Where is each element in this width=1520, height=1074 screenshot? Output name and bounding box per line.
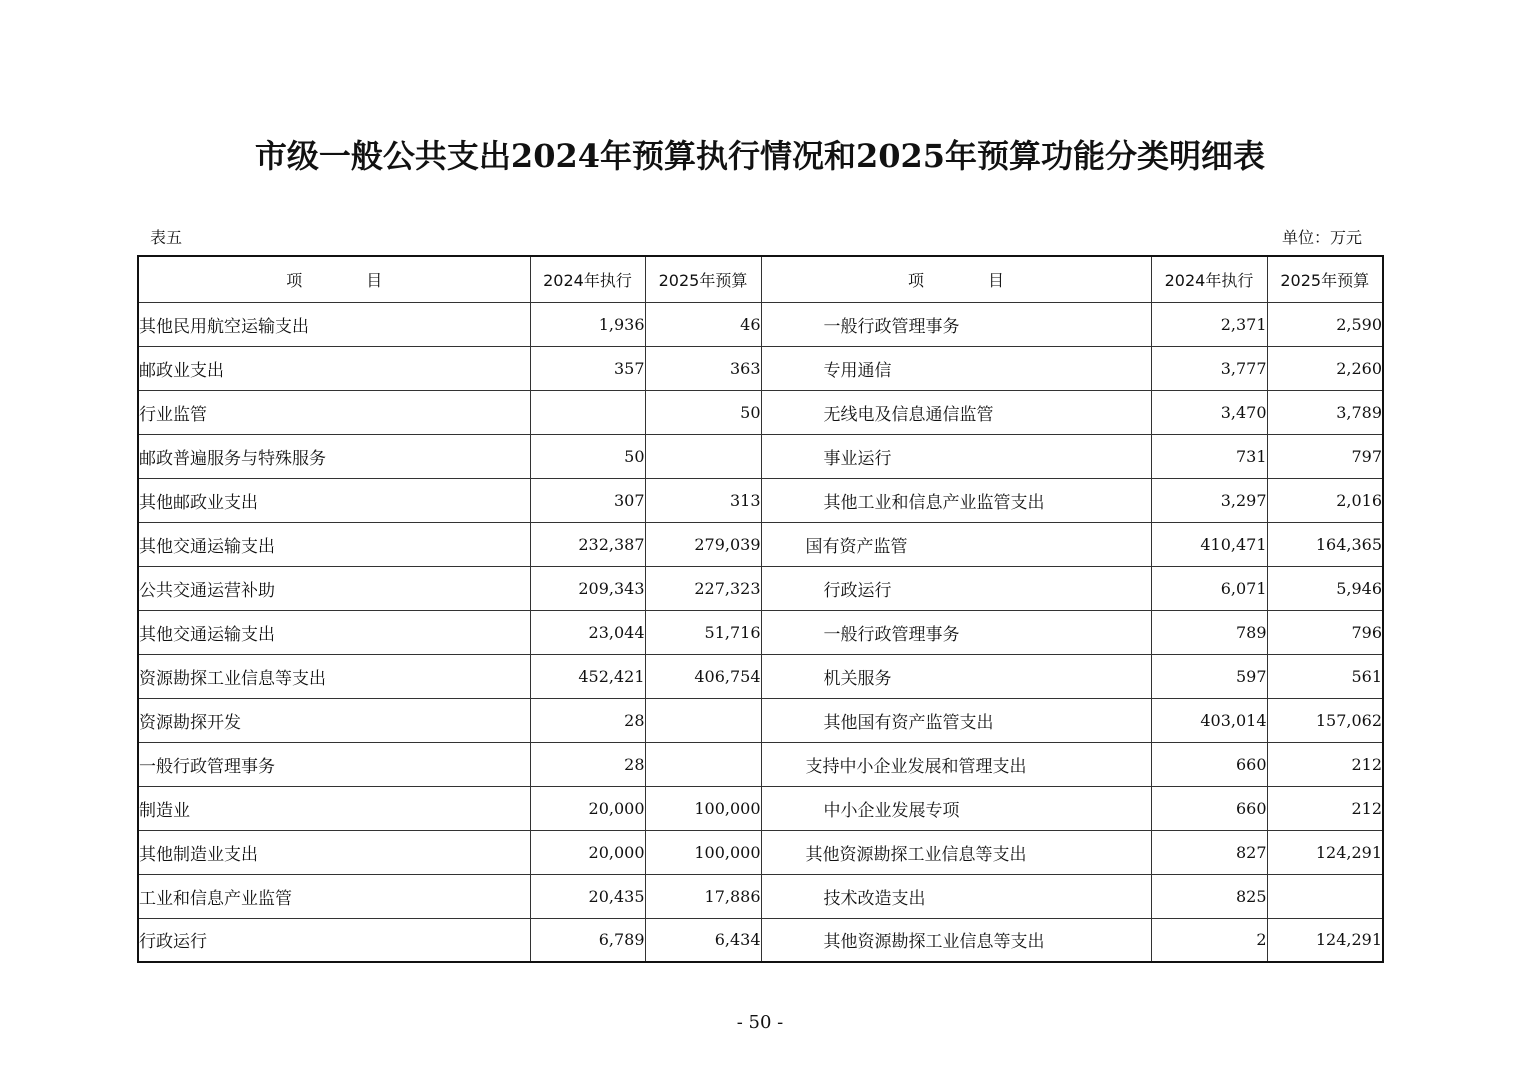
left-exec: 20,000: [530, 830, 645, 874]
right-exec: 825: [1151, 874, 1267, 918]
right-exec: 660: [1151, 786, 1267, 830]
left-exec: 357: [530, 346, 645, 390]
header-exec-left: 2024年执行: [530, 256, 645, 302]
left-exec: 20,000: [530, 786, 645, 830]
right-budget: 2,260: [1267, 346, 1383, 390]
right-exec: 2,371: [1151, 302, 1267, 346]
left-budget: [645, 742, 761, 786]
right-exec: 3,470: [1151, 390, 1267, 434]
table-row: [138, 918, 1383, 962]
right-exec: 660: [1151, 742, 1267, 786]
table-row: [138, 698, 1383, 742]
right-item: 机关服务: [761, 654, 1151, 698]
left-item: 邮政普遍服务与特殊服务: [138, 434, 530, 478]
header-row: [138, 256, 1383, 302]
left-exec: 1,936: [530, 302, 645, 346]
left-item: 一般行政管理事务: [138, 742, 530, 786]
left-exec: 20,435: [530, 874, 645, 918]
right-exec: 597: [1151, 654, 1267, 698]
header-item-left: 项 目: [138, 256, 530, 302]
table-number: 表五: [150, 228, 183, 247]
right-budget: 212: [1267, 786, 1383, 830]
right-budget: 157,062: [1267, 698, 1383, 742]
left-budget: [645, 434, 761, 478]
right-exec: 6,071: [1151, 566, 1267, 610]
left-exec: 209,343: [530, 566, 645, 610]
right-exec: 789: [1151, 610, 1267, 654]
left-budget: [645, 698, 761, 742]
left-item: 制造业: [138, 786, 530, 830]
table-body: [138, 302, 1383, 962]
table-row: [138, 874, 1383, 918]
left-budget: 363: [645, 346, 761, 390]
left-item: 其他民用航空运输支出: [138, 302, 530, 346]
right-budget: 796: [1267, 610, 1383, 654]
table-row: [138, 478, 1383, 522]
left-item: 工业和信息产业监管: [138, 874, 530, 918]
right-item: 一般行政管理事务: [761, 610, 1151, 654]
left-budget: 227,323: [645, 566, 761, 610]
table-row: [138, 610, 1383, 654]
right-exec: 410,471: [1151, 522, 1267, 566]
left-budget: 313: [645, 478, 761, 522]
left-exec: 452,421: [530, 654, 645, 698]
left-budget: 406,754: [645, 654, 761, 698]
table-row: [138, 786, 1383, 830]
right-item: 国有资产监管: [761, 522, 1151, 566]
table-row: [138, 390, 1383, 434]
table-row: [138, 346, 1383, 390]
right-exec: 3,777: [1151, 346, 1267, 390]
left-budget: 100,000: [645, 830, 761, 874]
table-row: [138, 434, 1383, 478]
header-budget-right: 2025年预算: [1267, 256, 1383, 302]
right-item: 其他资源勘探工业信息等支出: [761, 918, 1151, 962]
left-item: 邮政业支出: [138, 346, 530, 390]
right-item: 无线电及信息通信监管: [761, 390, 1151, 434]
right-item: 其他国有资产监管支出: [761, 698, 1151, 742]
right-item: 事业运行: [761, 434, 1151, 478]
page-number: - 50 -: [736, 1012, 784, 1033]
right-budget: [1267, 874, 1383, 918]
left-item: 行政运行: [138, 918, 530, 962]
right-budget: 561: [1267, 654, 1383, 698]
left-exec: 232,387: [530, 522, 645, 566]
left-item: 其他交通运输支出: [138, 522, 530, 566]
left-budget: 50: [645, 390, 761, 434]
left-item: 其他邮政业支出: [138, 478, 530, 522]
right-item: 专用通信: [761, 346, 1151, 390]
left-item: 资源勘探工业信息等支出: [138, 654, 530, 698]
header-exec-right: 2024年执行: [1151, 256, 1267, 302]
left-item: 资源勘探开发: [138, 698, 530, 742]
right-budget: 212: [1267, 742, 1383, 786]
right-budget: 2,590: [1267, 302, 1383, 346]
right-item: 其他工业和信息产业监管支出: [761, 478, 1151, 522]
left-exec: 50: [530, 434, 645, 478]
table-row: [138, 302, 1383, 346]
right-item: 技术改造支出: [761, 874, 1151, 918]
unit-label: 单位：万元: [1281, 228, 1362, 247]
table-row: [138, 654, 1383, 698]
right-exec: 731: [1151, 434, 1267, 478]
right-item: 行政运行: [761, 566, 1151, 610]
right-budget: 797: [1267, 434, 1383, 478]
left-budget: 51,716: [645, 610, 761, 654]
table-header: [138, 256, 1383, 302]
left-item: 公共交通运营补助: [138, 566, 530, 610]
left-exec: 28: [530, 698, 645, 742]
left-exec: 23,044: [530, 610, 645, 654]
table-row: [138, 742, 1383, 786]
right-exec: 827: [1151, 830, 1267, 874]
left-budget: 46: [645, 302, 761, 346]
right-item: 其他资源勘探工业信息等支出: [761, 830, 1151, 874]
left-item: 其他制造业支出: [138, 830, 530, 874]
right-budget: 164,365: [1267, 522, 1383, 566]
right-budget: 124,291: [1267, 918, 1383, 962]
left-exec: 307: [530, 478, 645, 522]
left-exec: 6,789: [530, 918, 645, 962]
table-row: [138, 522, 1383, 566]
right-exec: 3,297: [1151, 478, 1267, 522]
right-budget: 5,946: [1267, 566, 1383, 610]
left-exec: [530, 390, 645, 434]
left-budget: 100,000: [645, 786, 761, 830]
left-budget: 279,039: [645, 522, 761, 566]
table-row: [138, 830, 1383, 874]
right-exec: 403,014: [1151, 698, 1267, 742]
header-item-right: 项 目: [761, 256, 1151, 302]
right-item: 一般行政管理事务: [761, 302, 1151, 346]
left-budget: 17,886: [645, 874, 761, 918]
right-budget: 3,789: [1267, 390, 1383, 434]
left-budget: 6,434: [645, 918, 761, 962]
budget-table: [137, 255, 1384, 963]
left-exec: 28: [530, 742, 645, 786]
left-item: 其他交通运输支出: [138, 610, 530, 654]
right-budget: 2,016: [1267, 478, 1383, 522]
table-row: [138, 566, 1383, 610]
header-budget-left: 2025年预算: [645, 256, 761, 302]
right-item: 中小企业发展专项: [761, 786, 1151, 830]
left-item: 行业监管: [138, 390, 530, 434]
right-item: 支持中小企业发展和管理支出: [761, 742, 1151, 786]
right-exec: 2: [1151, 918, 1267, 962]
page-title: 市级一般公共支出2024年预算执行情况和2025年预算功能分类明细表: [254, 137, 1266, 175]
right-budget: 124,291: [1267, 830, 1383, 874]
